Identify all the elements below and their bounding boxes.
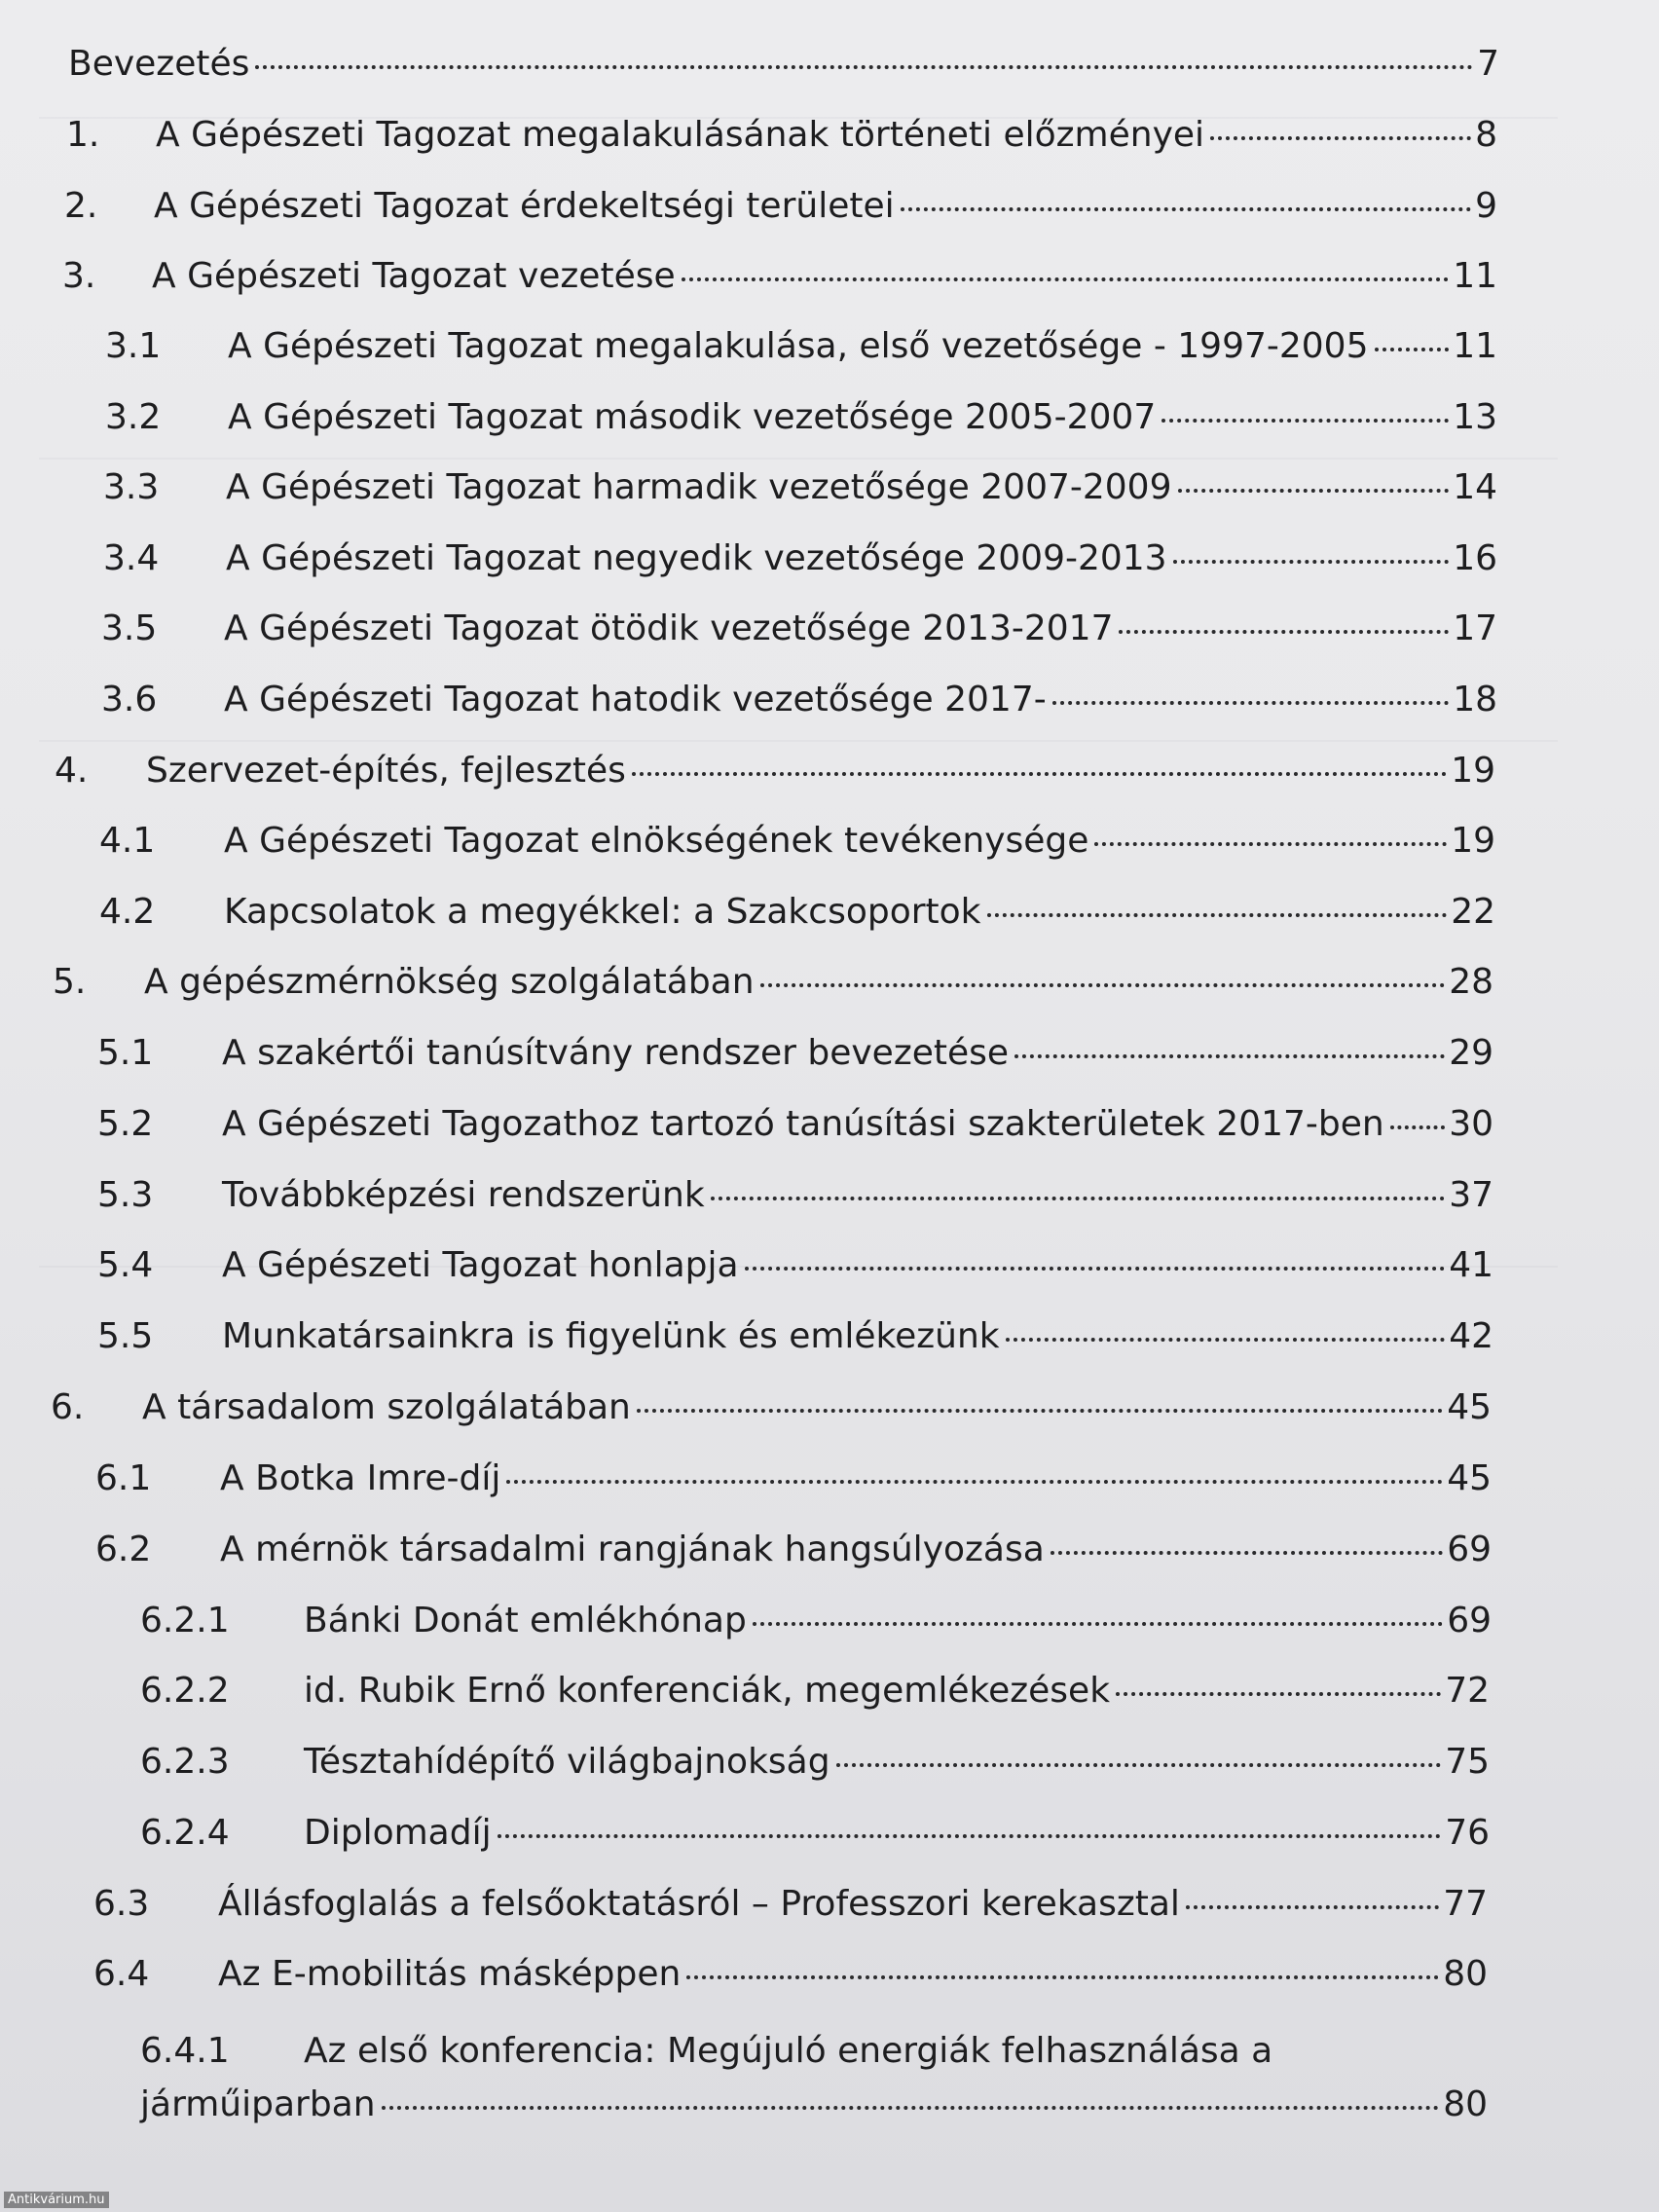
dot-leader <box>760 983 1446 987</box>
toc-entry-page: 11 <box>1453 326 1497 366</box>
dot-leader <box>745 1267 1446 1271</box>
toc-entry-title: A Gépészeti Tagozat ötödik vezetősége 2013-2017 <box>224 608 1114 648</box>
toc-entry-title: Az E-mobilitás másképpen <box>218 1954 682 1994</box>
dot-leader <box>506 1480 1443 1484</box>
toc-entry-title: A társadalom szolgálatában <box>142 1387 631 1427</box>
toc-entry-number: 2. <box>64 186 98 226</box>
toc-entry-number: 6.1 <box>95 1458 152 1498</box>
dot-leader <box>1178 489 1450 493</box>
toc-entry-page: 42 <box>1449 1316 1493 1356</box>
toc-entry <box>140 1812 1490 1855</box>
dot-leader <box>632 772 1447 776</box>
dot-leader <box>1210 136 1471 140</box>
toc-entry-title: A Gépészeti Tagozat elnökségének tevékenysége <box>224 821 1089 861</box>
toc-entry-title: Tésztahídépítő világbajnokság <box>304 1742 830 1782</box>
toc-entry-page: 16 <box>1453 538 1497 578</box>
toc-entry-number: 3.4 <box>103 538 160 578</box>
toc-entry-number: 5.5 <box>97 1316 154 1356</box>
toc-entry-title: A Gépészeti Tagozat harmadik vezetősége 2007-2009 <box>226 467 1172 507</box>
dot-leader <box>1161 419 1449 423</box>
toc-entry <box>53 961 1493 1004</box>
toc-entry-page: 69 <box>1447 1601 1492 1641</box>
toc-entry-number: 5.2 <box>97 1104 154 1144</box>
toc-entry-title: A Gépészeti Tagozat honlapja <box>222 1245 739 1285</box>
toc-entry <box>97 1032 1493 1075</box>
toc-entry-page: 19 <box>1451 821 1495 861</box>
toc-entry-number: 3.5 <box>101 608 158 648</box>
toc-entry <box>68 43 1499 86</box>
dot-leader <box>711 1197 1446 1200</box>
dot-leader <box>1006 1338 1446 1342</box>
dot-leader <box>1375 348 1450 351</box>
watermark: Antikvárium.hu <box>4 2192 109 2208</box>
toc-entry-title: A Botka Imre-díj <box>220 1458 501 1498</box>
dot-leader <box>753 1622 1443 1626</box>
toc-entry-number: 3.3 <box>103 467 160 507</box>
dot-leader <box>686 1975 1439 1979</box>
toc-entry-number: 4.1 <box>99 821 156 861</box>
toc-entry <box>95 1457 1492 1500</box>
toc-entry-page: 14 <box>1453 467 1497 507</box>
dot-leader <box>682 277 1450 281</box>
toc-entry <box>99 820 1495 863</box>
toc-entry <box>97 1244 1493 1287</box>
dot-leader <box>901 207 1471 211</box>
toc-entry-title: A Gépészeti Tagozat negyedik vezetősége 2009-2013 <box>226 538 1167 578</box>
dot-leader <box>1094 842 1447 846</box>
toc-entry <box>95 1529 1492 1571</box>
toc-entry-title: Bánki Donát emlékhónap <box>304 1601 747 1641</box>
toc-entry-number: 6.4.1 <box>140 2031 230 2071</box>
toc-entry-page: 11 <box>1453 256 1497 296</box>
toc-entry-title: Szervezet-építés, fejlesztés <box>146 751 626 791</box>
toc-entry-page: 80 <box>1443 1954 1488 1994</box>
toc-entry-page: 7 <box>1477 44 1499 84</box>
toc-entry-number: 4.2 <box>99 892 156 932</box>
toc-entry-title: A Gépészeti Tagozat megalakulásának történeti előzményei <box>156 115 1205 155</box>
toc-entry-title: Munkatársainkra is figyelünk és emlékezünk <box>222 1316 1000 1356</box>
toc-entry-number: 6. <box>51 1387 85 1427</box>
dot-leader <box>1014 1054 1445 1058</box>
toc-entry <box>140 1670 1490 1713</box>
toc-entry <box>97 1174 1493 1217</box>
toc-entry-wrapped-first-line <box>140 2030 1272 2073</box>
toc-entry-number: 6.2.3 <box>140 1742 230 1782</box>
toc-entry <box>55 750 1495 793</box>
toc-entry <box>105 325 1497 368</box>
toc-entry-title: Diplomadíj <box>304 1813 492 1853</box>
toc-entry-title: A mérnök társadalmi rangjának hangsúlyozása <box>220 1530 1045 1569</box>
toc-entry-number: 6.3 <box>93 1884 150 1924</box>
dot-leader <box>637 1409 1443 1413</box>
toc-entry <box>103 466 1497 509</box>
toc-entry <box>105 396 1497 439</box>
toc-entry-title: A Gépészeti Tagozat vezetése <box>152 256 676 296</box>
toc-entry-number: 6.2 <box>95 1530 152 1569</box>
dot-leader <box>1186 1905 1439 1909</box>
toc-entry-page: 75 <box>1445 1742 1490 1782</box>
toc-entry <box>103 537 1497 580</box>
toc-entry-title: A Gépészeti Tagozat megalakulása, első vezetősége - 1997-2005 <box>228 326 1369 366</box>
toc-entry-page: 37 <box>1449 1175 1493 1215</box>
toc-entry <box>64 185 1497 228</box>
toc-entry-page: 69 <box>1447 1530 1492 1569</box>
dot-leader <box>1051 1551 1443 1555</box>
toc-entry-page: 45 <box>1447 1387 1492 1427</box>
dot-leader <box>382 2106 1440 2110</box>
toc-entry-number: 5.4 <box>97 1245 154 1285</box>
toc-entry-page: 28 <box>1449 962 1493 1002</box>
toc-entry-number: 3. <box>62 256 96 296</box>
toc-entry-title: Bevezetés <box>68 44 250 84</box>
dot-leader <box>1119 630 1449 634</box>
dot-leader <box>1390 1125 1445 1129</box>
dot-leader <box>1116 1692 1441 1696</box>
toc-entry-page: 72 <box>1445 1671 1490 1711</box>
toc-entry-title: id. Rubik Ernő konferenciák, megemlékezések <box>304 1671 1111 1711</box>
toc-entry <box>51 1386 1492 1429</box>
toc-entry-page: 80 <box>1443 2084 1488 2124</box>
toc-entry-title: Továbbképzési rendszerünk <box>222 1175 705 1215</box>
toc-entry-number: 3.2 <box>105 397 162 437</box>
toc-entry-wrapped-second-line <box>140 2083 1488 2126</box>
toc-entry-number: 4. <box>55 751 89 791</box>
toc-entry <box>93 1953 1488 1996</box>
toc-entry <box>97 1315 1493 1358</box>
toc-entry-page: 9 <box>1475 186 1497 226</box>
toc-entry-page: 76 <box>1445 1813 1490 1853</box>
toc-entry-number: 5.3 <box>97 1175 154 1215</box>
toc-entry-page: 41 <box>1449 1245 1493 1285</box>
toc-entry-page: 19 <box>1451 751 1495 791</box>
toc-entry-number: 1. <box>66 115 100 155</box>
toc-entry-title: A Gépészeti Tagozat érdekeltségi területei <box>154 186 895 226</box>
toc-entry-number: 3.1 <box>105 326 162 366</box>
toc-entry-title: Kapcsolatok a megyékkel: a Szakcsoportok <box>224 892 981 932</box>
dot-leader <box>1052 701 1449 705</box>
toc-entry <box>66 114 1497 157</box>
toc-entry-page: 77 <box>1443 1884 1488 1924</box>
toc-entry-number: 6.2.2 <box>140 1671 230 1711</box>
toc-entry <box>140 1741 1490 1784</box>
toc-entry-page: 30 <box>1449 1104 1493 1144</box>
toc-entry-number: 5.1 <box>97 1033 154 1073</box>
dot-leader <box>498 1834 1442 1838</box>
toc-entry-title: A Gépészeti Tagozat második vezetősége 2005-2007 <box>228 397 1157 437</box>
toc-entry-page: 45 <box>1447 1458 1492 1498</box>
toc-entry <box>62 255 1497 298</box>
toc-entry-title: Állásfoglalás a felsőoktatásról – Professzori kerekasztal <box>218 1884 1180 1924</box>
dot-leader <box>1173 560 1450 564</box>
toc-entry-page: 22 <box>1451 892 1495 932</box>
dot-leader <box>836 1763 1442 1767</box>
toc-entry <box>140 1600 1492 1642</box>
toc-entry-number: 3.6 <box>101 680 158 719</box>
toc-entry-page: 8 <box>1475 115 1497 155</box>
toc-entry-number: 5. <box>53 962 87 1002</box>
toc-entry-number: 6.2.1 <box>140 1601 230 1641</box>
toc-entry-title: A szakértői tanúsítvány rendszer bevezetése <box>222 1033 1010 1073</box>
toc-entry <box>101 679 1497 721</box>
toc-entry-page: 13 <box>1453 397 1497 437</box>
toc-entry-title-continued: járműiparban <box>140 2084 376 2124</box>
toc-entry <box>99 891 1495 934</box>
dot-leader <box>987 913 1448 917</box>
toc-entry-page: 29 <box>1449 1033 1493 1073</box>
toc-entry-number: 6.4 <box>93 1954 150 1994</box>
toc-entry <box>101 608 1497 650</box>
toc-entry-page: 17 <box>1453 608 1497 648</box>
dot-leader <box>255 65 1473 69</box>
toc-entry-title: Az első konferencia: Megújuló energiák felhasználása a <box>304 2031 1273 2071</box>
toc-entry-number: 6.2.4 <box>140 1813 230 1853</box>
toc-entry-title: A Gépészeti Tagozat hatodik vezetősége 2017- <box>224 680 1047 719</box>
toc-entry-title: A gépészmérnökség szolgálatában <box>144 962 755 1002</box>
toc-entry <box>93 1883 1488 1926</box>
toc-entry-title: A Gépészeti Tagozathoz tartozó tanúsítási szakterületek 2017-ben <box>222 1104 1384 1144</box>
toc-entry <box>97 1103 1493 1146</box>
toc-entry-page: 18 <box>1453 680 1497 719</box>
